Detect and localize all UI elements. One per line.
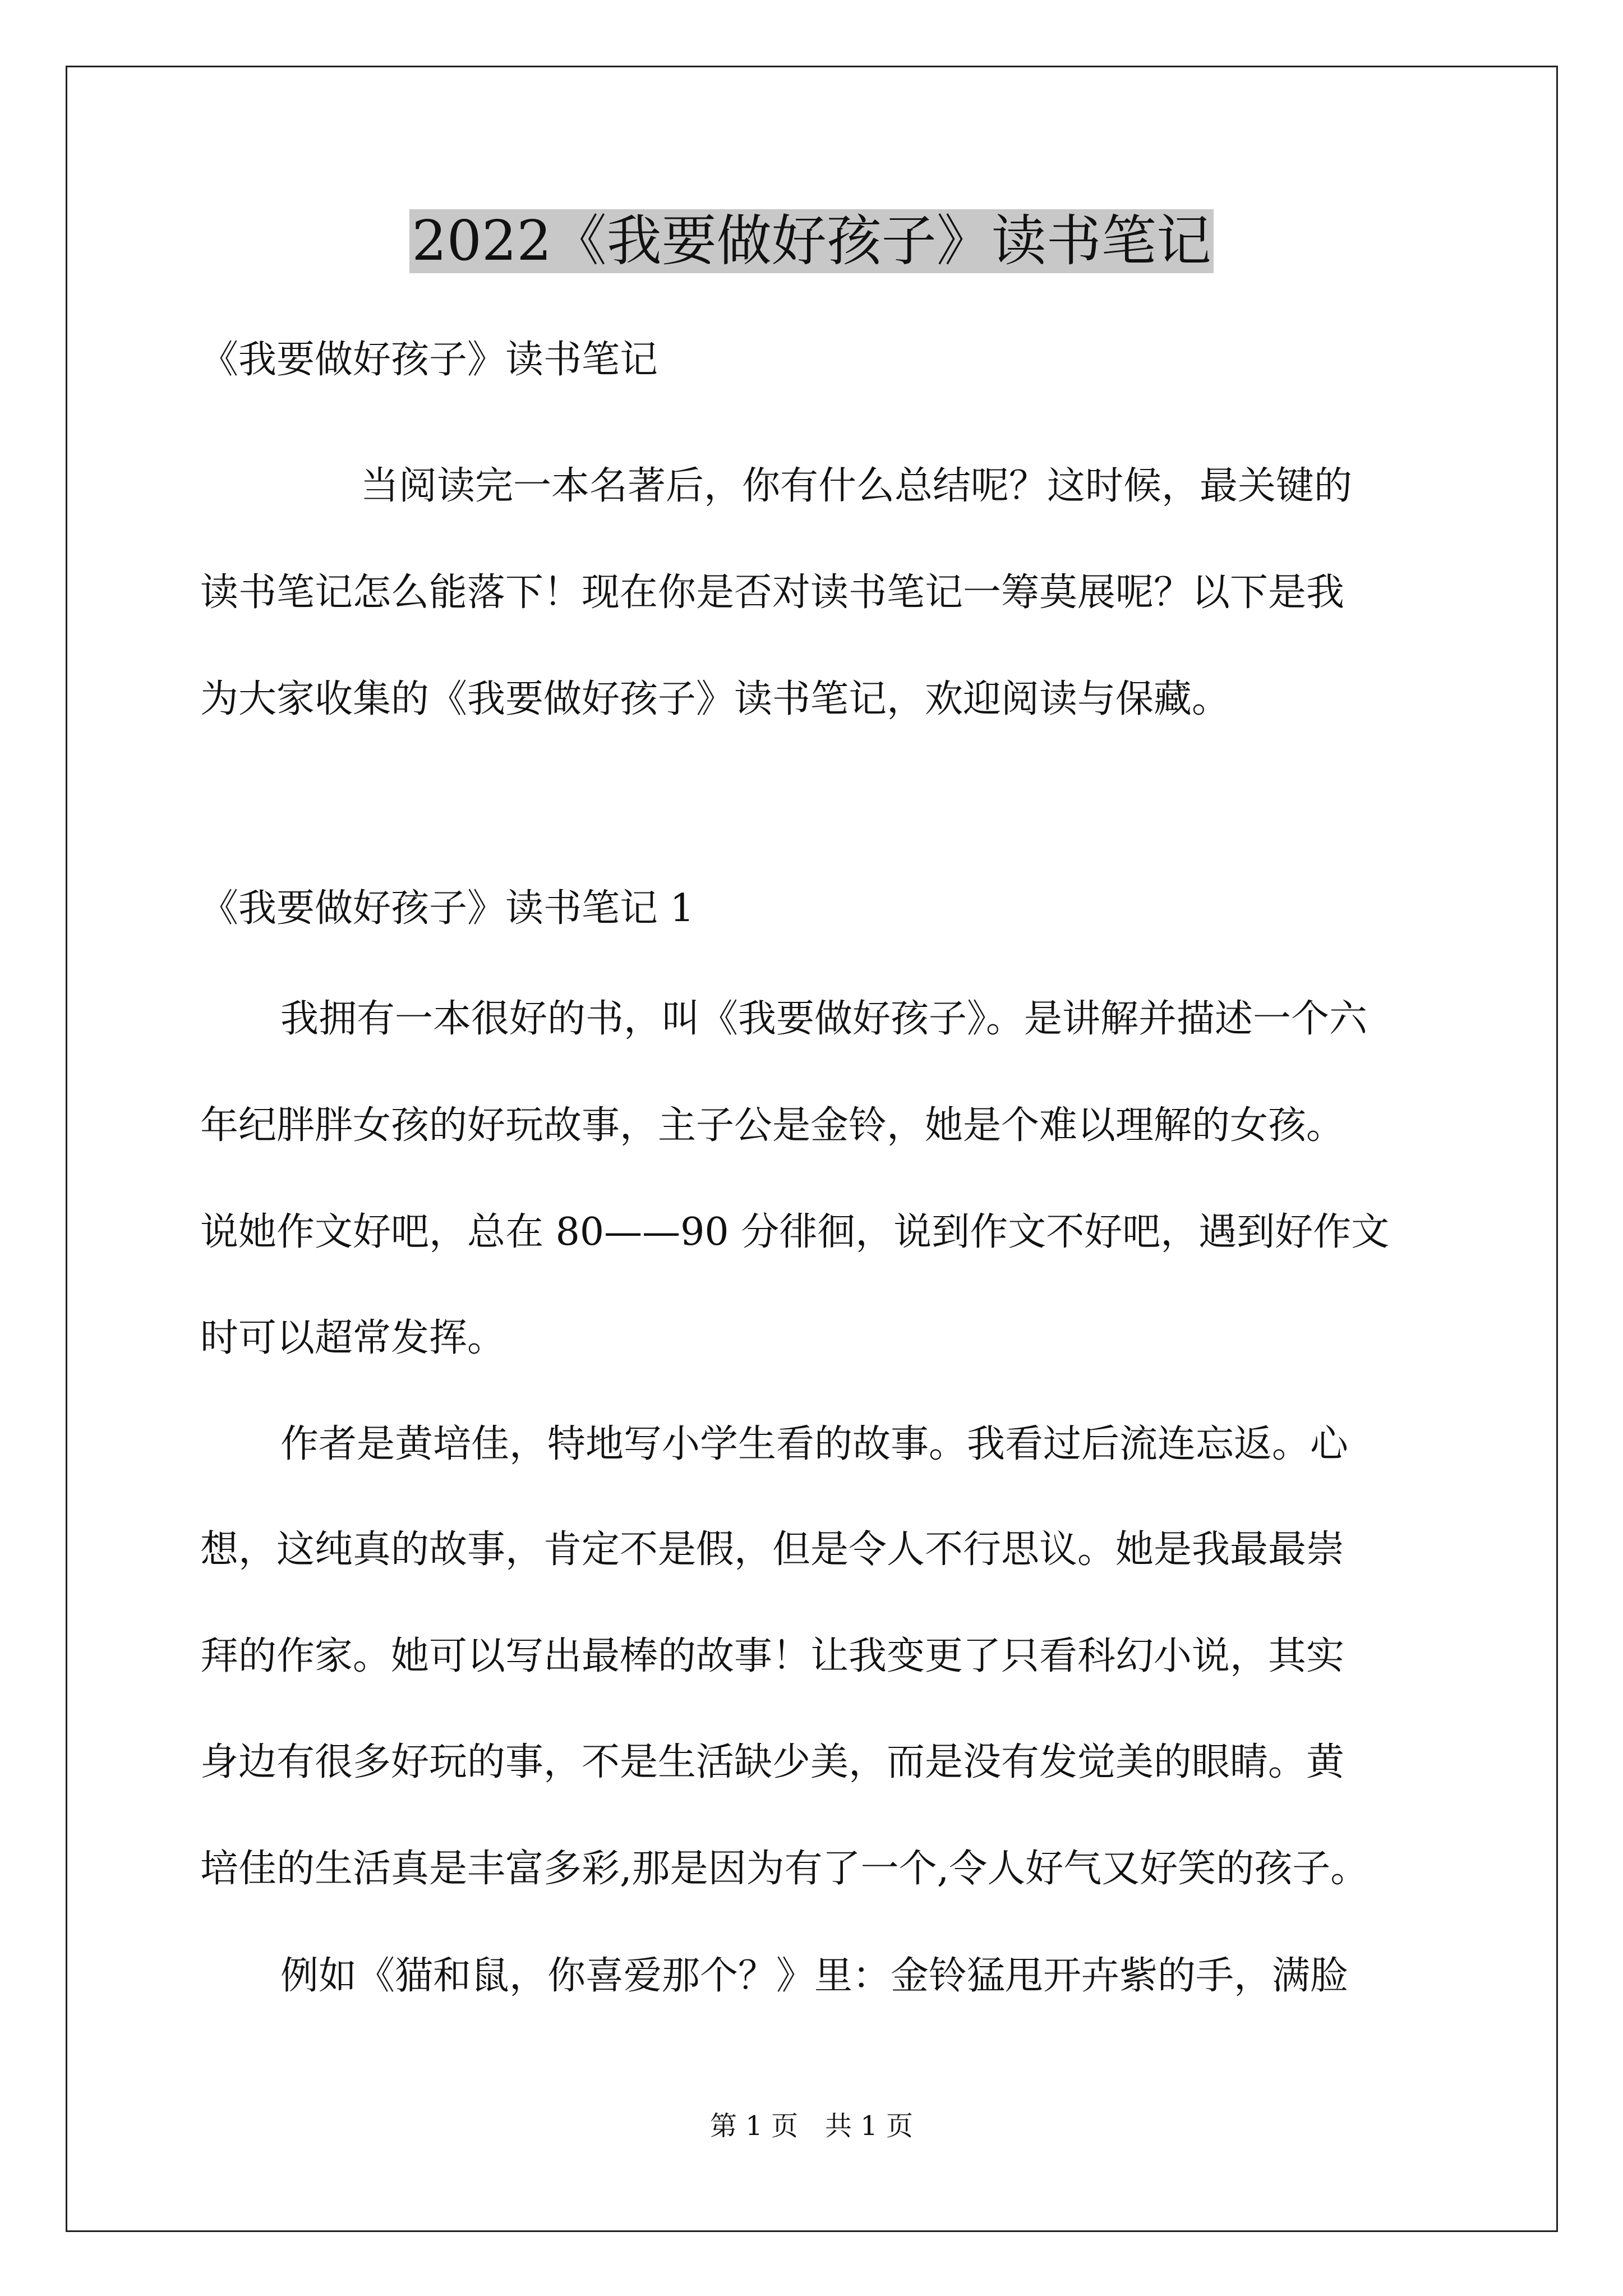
body-line-6: 想，这纯真的故事，肯定不是假，但是令人不行思议。她是我最最崇 <box>200 1527 1345 1572</box>
body-line-5: 作者是黄培佳，特地写小学生看的故事。我看过后流连忘返。心 <box>280 1422 1349 1466</box>
page-footer: 第 1 页 共 1 页 <box>709 2110 914 2142</box>
body-line-7: 拜的作家。她可以写出最棒的故事！让我变更了只看科幻小说，其实 <box>200 1634 1345 1678</box>
body-line-2: 年纪胖胖女孩的好玩故事，主子公是金铃，她是个难以理解的女孩。 <box>200 1103 1345 1148</box>
body-line-4: 时可以超常发挥。 <box>200 1316 506 1360</box>
document-title <box>0 202 1623 280</box>
body-line-1: 我拥有一本很好的书，叫《我要做好孩子》。是讲解并描述一个六 <box>280 997 1368 1041</box>
intro-line-2: 读书笔记怎么能落下！现在你是否对读书笔记一筹莫展呢？以下是我 <box>200 570 1345 615</box>
section-heading: 《我要做好孩子》读书笔记 1 <box>200 886 694 931</box>
body-line-8: 身边有很多好玩的事，不是生活缺少美，而是没有发觉美的眼睛。黄 <box>200 1740 1345 1784</box>
body-line-3: 说她作文好吧，总在 80——90 分徘徊，说到作文不好吧，遇到好作文 <box>200 1210 1390 1254</box>
intro-line-3: 为大家收集的《我要做好孩子》读书笔记，欢迎阅读与保藏。 <box>200 677 1230 721</box>
intro-line-1: 当阅读完一本名著后，你有什么总结呢？这时候，最关键的 <box>361 464 1353 508</box>
body-line-10: 例如《猫和鼠，你喜爱那个？》里：金铃猛甩开卉紫的手，满脸 <box>280 1954 1349 1998</box>
title-text: 2022《我要做好孩子》读书笔记 <box>409 209 1213 273</box>
document-subtitle: 《我要做好孩子》读书笔记 <box>200 338 658 382</box>
body-line-9: 培佳的生活真是丰富多彩,那是因为有了一个,令人好气又好笑的孩子。 <box>200 1847 1369 1891</box>
